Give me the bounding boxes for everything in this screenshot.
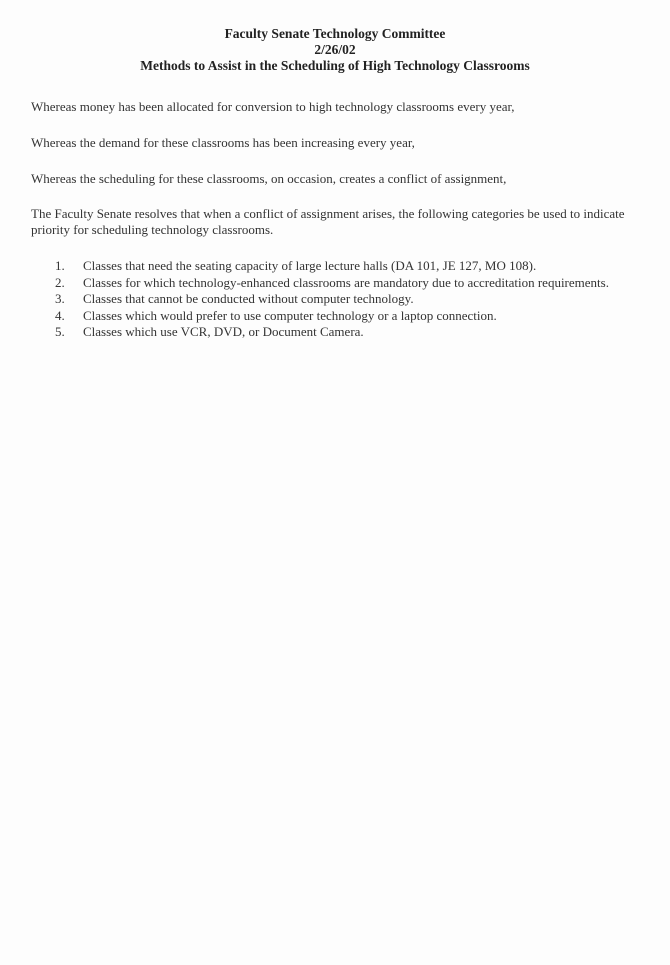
list-item [31, 275, 643, 292]
list-item-number: 1. [55, 258, 65, 273]
whereas-paragraph-3: Whereas the scheduling for these classrooms, on occasion, creates a conflict of assignment, [31, 171, 507, 186]
list-item-number: 4. [55, 307, 65, 323]
committee-name: Faculty Senate Technology Committee [224, 26, 446, 41]
document-date: 2/26/02 [314, 42, 356, 57]
document-header [0, 26, 670, 74]
whereas-paragraph-1: Whereas money has been allocated for conversion to high technology classrooms every year, [31, 99, 515, 114]
list-item-number: 5. [55, 324, 65, 339]
list-item-text: Classes that need the seating capacity of large lecture halls (DA 101, JE 127, MO 108). [83, 258, 537, 273]
priority-list [31, 258, 643, 341]
whereas-paragraph-2: Whereas the demand for these classrooms has been increasing every year, [31, 135, 415, 150]
list-item-text: Classes which use VCR, DVD, or Document Camera. [83, 324, 364, 339]
list-item-text: Classes for which technology-enhanced classrooms are mandatory due to accreditation requirements. [83, 274, 609, 290]
list-item [31, 291, 643, 308]
list-item-number: 3. [55, 291, 65, 306]
list-item-text: Classes which would prefer to use computer technology or a laptop connection. [83, 307, 497, 323]
list-item [31, 324, 643, 341]
list-item [31, 258, 643, 275]
list-item-number: 2. [55, 274, 65, 290]
list-item-text: Classes that cannot be conducted without computer technology. [83, 291, 414, 306]
document-title: Methods to Assist in the Scheduling of High Technology Classrooms [140, 58, 530, 73]
list-item [31, 308, 643, 325]
resolution-paragraph: The Faculty Senate resolves that when a conflict of assignment arises, the following categories be used to indicate priority for scheduling technology classrooms. [31, 206, 625, 237]
